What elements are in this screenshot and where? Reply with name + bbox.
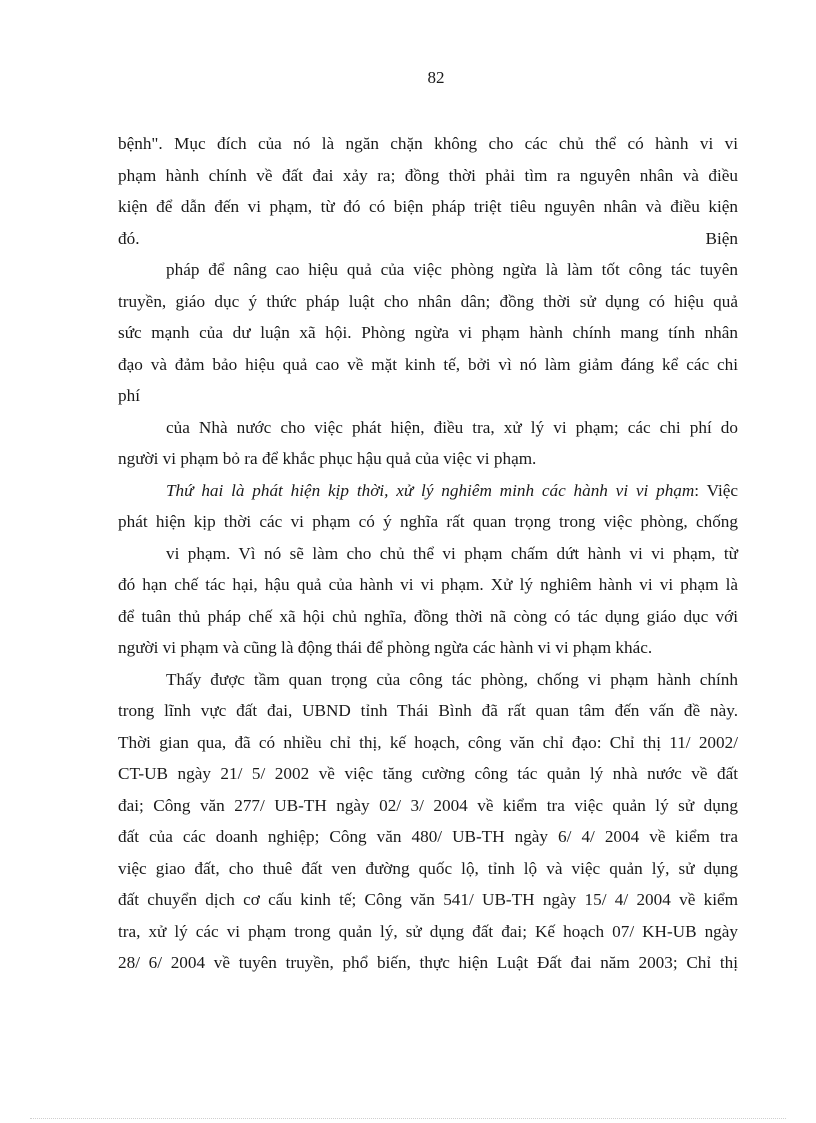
text-line [118, 475, 738, 507]
text-line: đất chuyển dịch cơ cấu kinh tế; Công văn 541/ UB-TH ngày 15/ 4/ 2004 về kiểm [118, 890, 738, 909]
text-line: phạm hành chính về đất đai xảy ra; đồng thời phải tìm ra nguyên nhân và điều [118, 165, 738, 185]
text-fragment: đó. [118, 228, 140, 248]
text-line: sức mạnh của dư luận xã hội. Phòng ngừa vi phạm hành chính mang tính nhân [118, 323, 738, 342]
text-line: người vi phạm bỏ ra để khắc phục hậu quả của việc vi phạm. [118, 449, 537, 468]
text-line: tra, xử lý các vi phạm trong quản lý, sử dụng đất đai; Kế hoạch 07/ KH-UB ngày [118, 921, 738, 941]
text-line: bệnh". Mục đích của nó là ngăn chặn không cho các chủ thể có hành vi vi [118, 134, 738, 153]
text-line: đạo và đảm bảo hiệu quả cao về mặt kinh tế, bởi vì nó làm giảm đáng kể các chi [118, 354, 738, 374]
text-line: phí [118, 386, 140, 405]
text-fragment: Biện [705, 228, 738, 248]
text-line [118, 223, 738, 255]
text-line: truyền, giáo dục ý thức pháp luật cho nhân dân; đồng thời sử dụng có hiệu quả [118, 291, 738, 311]
text-line: đất của các doanh nghiệp; Công văn 480/ UB-TH ngày 6/ 4/ 2004 về kiểm tra [118, 827, 738, 846]
text-fragment: : Việc [694, 480, 738, 500]
italic-heading: Thứ hai là phát hiện kịp thời, xử lý nghiêm minh các hành vi vi phạm [166, 480, 695, 500]
text-line: việc giao đất, cho thuê đất ven đường quốc lộ, tỉnh lộ và việc quản lý, sử dụng [118, 858, 738, 878]
text-line: CT-UB ngày 21/ 5/ 2002 về việc tăng cường công tác quản lý nhà nước về đất [118, 764, 738, 783]
text-line: 28/ 6/ 2004 về tuyên truyền, phổ biến, thực hiện Luật Đất đai năm 2003; Chỉ thị [118, 953, 738, 972]
text-line: của Nhà nước cho việc phát hiện, điều tra, xử lý vi phạm; các chi phí do [166, 417, 738, 437]
text-line: người vi phạm và cũng là động thái để phòng ngừa các hành vi vi phạm khác. [118, 638, 653, 657]
page-bottom-divider [30, 1118, 786, 1119]
text-line: vi phạm. Vì nó sẽ làm cho chủ thể vi phạm chấm dứt hành vi vi phạm, từ [166, 543, 738, 563]
text-line: pháp để nâng cao hiệu quả của việc phòng ngừa là làm tốt công tác tuyên [166, 260, 738, 279]
text-line: kiện để dẫn đến vi phạm, từ đó có biện pháp triệt tiêu nguyên nhân và điều kiện [118, 197, 738, 216]
page-number: 82 [427, 68, 445, 87]
text-line: Thời gian qua, đã có nhiều chỉ thị, kế hoạch, công văn chỉ đạo: Chỉ thị 11/ 2002/ [118, 732, 738, 752]
text-line: để tuân thủ pháp chế xã hội chủ nghĩa, đồng thời nã còng có tác dụng giáo dục với [118, 606, 738, 626]
text-line: đai; Công văn 277/ UB-TH ngày 02/ 3/ 2004 về kiểm tra việc quản lý sử dụng [118, 795, 738, 815]
text-line: đó hạn chế tác hại, hậu quả của hành vi vi phạm. Xử lý nghiêm hành vi vi phạm là [118, 575, 738, 594]
text-line: phát hiện kịp thời các vi phạm có ý nghĩa rất quan trọng trong việc phòng, chống [118, 512, 738, 531]
body-text [118, 128, 738, 979]
text-line: trong lĩnh vực đất đai, UBND tỉnh Thái Bình đã rất quan tâm đến vấn đề này. [118, 701, 738, 720]
text-line: Thấy được tầm quan trọng của công tác phòng, chống vi phạm hành chính [166, 669, 738, 689]
